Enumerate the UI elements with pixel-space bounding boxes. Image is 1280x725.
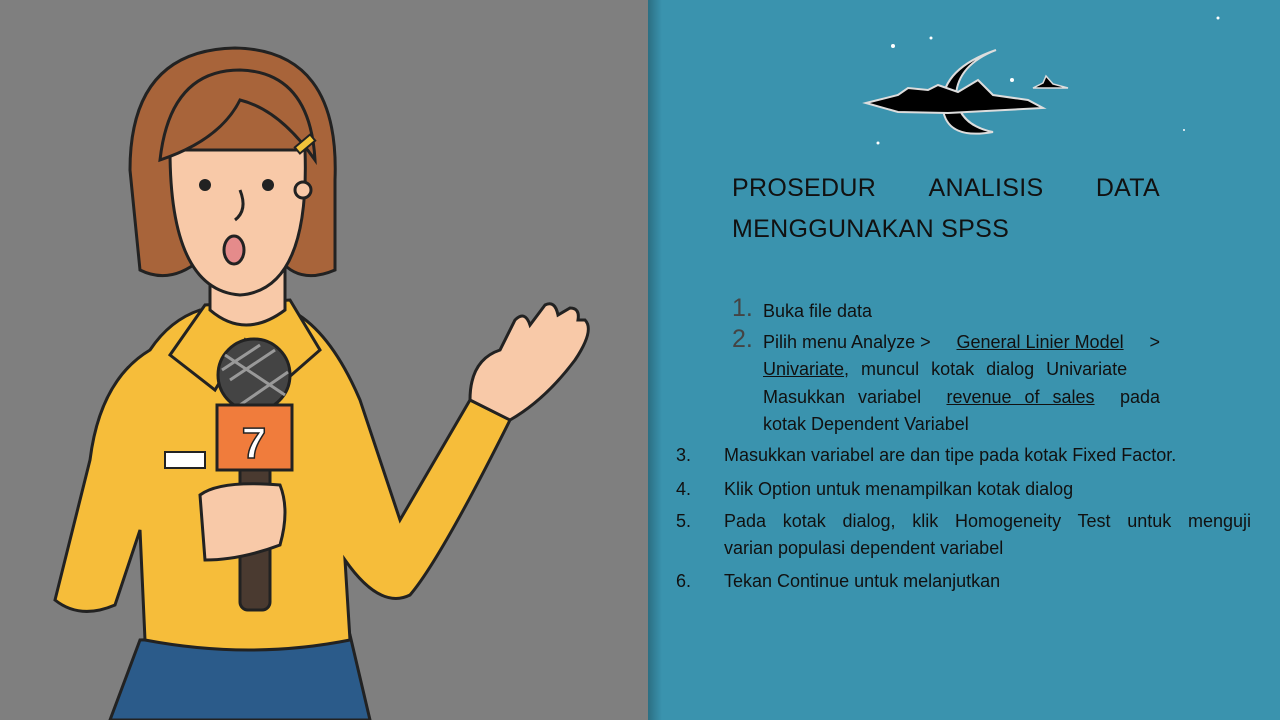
step-4-text: Klik Option untuk menampilkan kotak dialog — [724, 479, 1074, 499]
underlined-text: revenue of sales — [946, 387, 1095, 407]
step-5-line-2: varian populasi dependent variabel — [724, 538, 1004, 558]
text: , muncul kotak dialog Univariate — [844, 359, 1128, 379]
content-panel — [648, 0, 1280, 720]
step-number: 6. — [676, 571, 692, 591]
text: > — [1149, 332, 1160, 352]
step-number: 1. — [732, 294, 753, 322]
step-2-line-1 — [763, 332, 1160, 353]
step-number: 5. — [676, 511, 692, 531]
step-6-text: Tekan Continue untuk melanjutkan — [724, 571, 1001, 591]
panel-divider-shadow — [648, 0, 662, 720]
waving-hand — [470, 304, 588, 420]
title-word: DATA — [1095, 174, 1160, 202]
title-word: ANALISIS — [928, 174, 1044, 202]
title-word: PROSEDUR — [732, 174, 877, 202]
underlined-text: Univariate — [763, 359, 845, 379]
step-1-text: Buka file data — [763, 301, 873, 321]
step-3-text: Masukkan variabel are dan tipe pada kotak Fixed Factor. — [724, 445, 1177, 465]
slide-title-line-2: MENGGUNAKAN SPSS — [732, 215, 1010, 243]
text: Pilih menu Analyze > — [763, 332, 931, 352]
step-2-line-2 — [763, 359, 1160, 380]
mic-flag-number: 7 — [241, 419, 267, 468]
step-2-line-3 — [763, 387, 1160, 408]
step-number: 2. — [732, 325, 753, 353]
text: pada — [1119, 387, 1160, 407]
text: Masukkan variabel — [763, 387, 922, 407]
holding-hand — [200, 484, 285, 560]
step-5-line-1: Pada kotak dialog, klik Homogeneity Test untuk menguji — [724, 511, 1251, 531]
step-2-line-4: kotak Dependent Variabel — [763, 414, 969, 434]
underlined-text: General Linier Model — [956, 332, 1124, 352]
step-number: 3. — [676, 445, 692, 465]
step-number: 4. — [676, 479, 692, 499]
slide-title-line-1 — [732, 174, 1160, 203]
